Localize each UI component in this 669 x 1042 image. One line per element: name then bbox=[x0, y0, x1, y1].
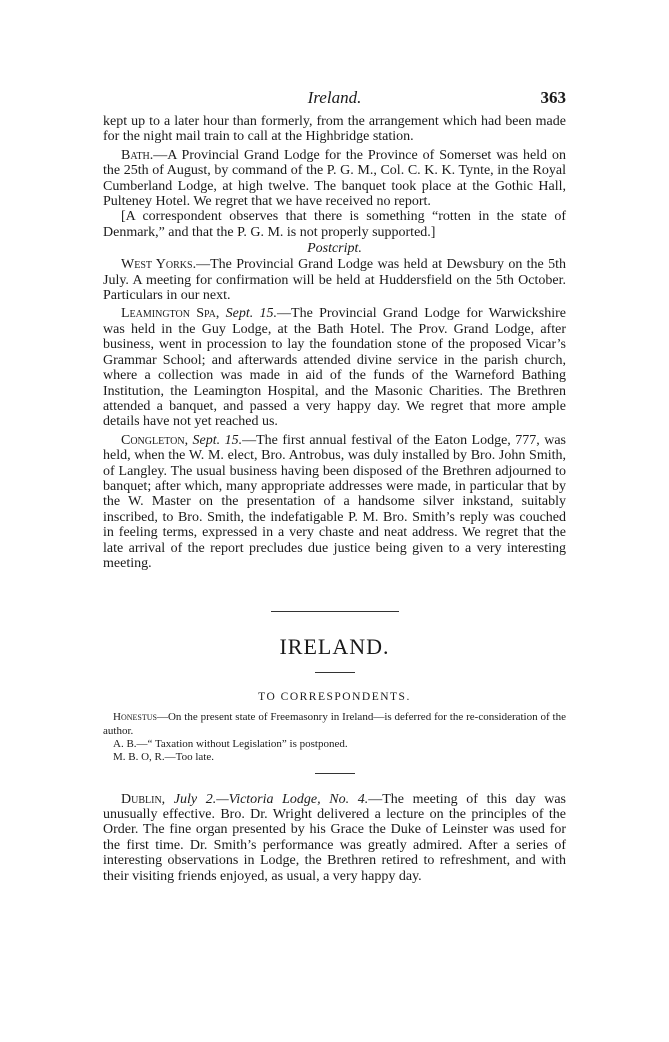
dublin-place: Dublin, bbox=[121, 791, 166, 807]
bath-place: Bath. bbox=[121, 147, 154, 163]
west-yorks-text: —The Provincial Grand Lodge was held at Dewsbury on the 5th July. A meeting for confirmation will be held at Huddersfield on the 5th October. Particulars in our next. bbox=[103, 257, 566, 304]
correspondent-notices bbox=[103, 711, 566, 764]
notice-name: M. B. O, R. bbox=[113, 751, 165, 764]
notice-item bbox=[103, 751, 566, 764]
leamington-date: Sept. 15. bbox=[225, 306, 278, 322]
west-yorks-paragraph bbox=[103, 257, 566, 303]
continued-paragraph: kept up to a later hour than formerly, from the arrangement which had been made for the night mail train to call at the Highbridge station. bbox=[103, 114, 566, 145]
congleton-place: Congleton, bbox=[121, 432, 189, 448]
notice-text: —On the present state of Freemasonry in Ireland—is deferred for the re-consideration of the author. bbox=[103, 711, 566, 737]
dublin-text: —The meeting of this day was unusually effective. Bro. Dr. Wright delivered a lecture on the principles of the Order. The fine organ presented by his Grace the Duke of Leinster was used for the first time. Dr. Smith’s performance was greatly admired. After a series of interesting observations in Lodge, the Brethren retired to refreshment, and with their visiting friends enjoyed, as usual, a very happy day. bbox=[103, 791, 567, 884]
page-header bbox=[103, 88, 566, 114]
dublin-date: July 2.—Victoria Lodge, No. 4. bbox=[173, 791, 369, 807]
notice-text: —“ Taxation without Legislation” is postponed. bbox=[136, 737, 348, 750]
west-yorks-place: West Yorks. bbox=[121, 257, 197, 273]
postcript-heading: Postcript. bbox=[307, 241, 362, 257]
leamington-text: —The Provincial Grand Lodge for Warwickshire was held in the Guy Lodge, at the Bath Hotel. The Prov. Grand Lodge, after business, went in procession to lay the foundation stone of the proposed Vicar’s Grammar School; and afterwards attended divine service in the parish church, where a collection was made in aid of the funds of the Warneford Bathing Institution, the Leamington Hospital, and the Masonic Charities. The Brethren attended a banquet, and passed a very happy day. We regret that more ample details have not yet reached us. bbox=[103, 306, 567, 430]
notices-rule bbox=[315, 773, 355, 774]
leamington-place: Leamington Spa, bbox=[121, 306, 220, 322]
notice-text: —Too late. bbox=[164, 751, 214, 764]
dublin-paragraph bbox=[103, 792, 566, 884]
correspondents-heading: TO CORRESPONDENTS. bbox=[258, 691, 411, 704]
congleton-date: Sept. 15. bbox=[192, 432, 243, 448]
notice-name: Honestus bbox=[113, 711, 157, 724]
running-head: Ireland. bbox=[307, 88, 362, 107]
notice-item bbox=[103, 738, 566, 751]
section-title: IRELAND. bbox=[279, 634, 390, 660]
correspondent-note: [A correspondent observes that there is something “rotten in the state of Denmark,” and that the P. G. M. is not properly supported.] bbox=[103, 209, 566, 240]
congleton-paragraph bbox=[103, 433, 566, 572]
leamington-paragraph bbox=[103, 306, 566, 429]
congleton-text: —The first annual festival of the Eaton Lodge, 777, was held, when the W. M. elect, Bro. Antrobus, was duly installed by Bro. John Smith, of Langley. The usual business having been disposed of the Brethren adjourned to banquet; after which, many appropriate addresses were made, in particular that by the W. Master on the presentation of a handsome silver inkstand, suitably inscribed, to Bro. Smith, the indefatigable P. M. Bro. Smith’s reply was couched in feeling terms, expressed in a very chaste and neat address. We regret that the late arrival of the report precludes due justice being given to a very interesting meeting. bbox=[103, 432, 566, 571]
title-rule bbox=[315, 672, 355, 673]
page-number: 363 bbox=[540, 88, 566, 107]
section-divider bbox=[271, 611, 399, 612]
bath-text: —A Provincial Grand Lodge for the Province of Somerset was held on the 25th of August, by command of the P. G. M., Col. C. K. K. Tynte, in the Royal Cumberland Lodge, at high twelve. The banquet took place at the Gothic Hall, Pulteney Hotel. We regret that we have received no report. bbox=[103, 147, 566, 210]
book-page bbox=[103, 88, 566, 884]
notice-item bbox=[103, 711, 566, 738]
bath-paragraph bbox=[103, 148, 566, 210]
notice-name: A. B. bbox=[113, 737, 137, 750]
